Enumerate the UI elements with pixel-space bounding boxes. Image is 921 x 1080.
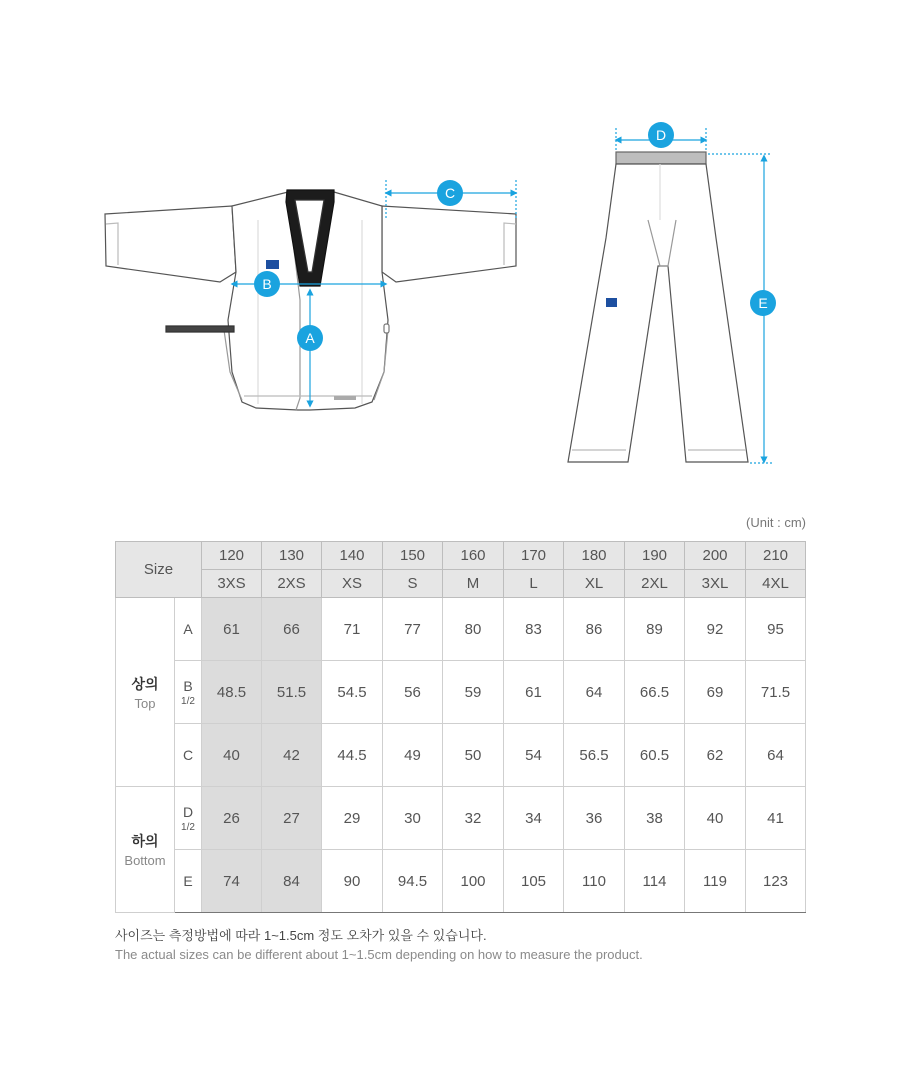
table-cell: 27 — [262, 787, 322, 850]
height-header: 210 — [746, 542, 806, 570]
table-cell: 110 — [564, 850, 625, 913]
table-cell: 40 — [685, 787, 746, 850]
table-cell: 56.5 — [564, 724, 625, 787]
table-row — [116, 661, 806, 724]
table-cell: 66.5 — [625, 661, 685, 724]
table-cell: 77 — [383, 598, 443, 661]
table-cell: 92 — [685, 598, 746, 661]
table-cell: 49 — [383, 724, 443, 787]
bottom-label-english: Bottom — [124, 853, 166, 868]
table-cell: 48.5 — [202, 661, 262, 724]
measure-half-note: 1/2 — [181, 821, 195, 833]
table-cell: 64 — [746, 724, 806, 787]
table-cell: 50 — [443, 724, 504, 787]
table-cell: 64 — [564, 661, 625, 724]
top-label-korean: 상의 — [131, 675, 159, 692]
table-cell: 105 — [504, 850, 564, 913]
table-cell: 94.5 — [383, 850, 443, 913]
measure-letter: C — [182, 747, 194, 763]
top-group-label — [116, 598, 175, 787]
size-code-header: 2XL — [625, 570, 685, 598]
measure-half-note: 1/2 — [181, 695, 195, 707]
measure-letter-cell — [175, 598, 202, 661]
size-code-header: 4XL — [746, 570, 806, 598]
size-table — [115, 541, 806, 913]
measure-letter: B — [183, 677, 193, 694]
table-cell: 40 — [202, 724, 262, 787]
pants-drawing — [568, 152, 748, 462]
unit-label: (Unit : cm) — [746, 515, 806, 530]
table-cell: 95 — [746, 598, 806, 661]
table-cell: 90 — [322, 850, 383, 913]
size-code-header: M — [443, 570, 504, 598]
measure-letter-cell — [175, 724, 202, 787]
table-cell: 32 — [443, 787, 504, 850]
garment-diagram — [0, 0, 921, 500]
top-label-english: Top — [134, 695, 156, 711]
table-row — [116, 598, 806, 661]
table-cell: 54.5 — [322, 661, 383, 724]
size-row — [116, 570, 806, 598]
table-cell: 60.5 — [625, 724, 685, 787]
height-header: 190 — [625, 542, 685, 570]
height-header: 120 — [202, 542, 262, 570]
table-cell: 51.5 — [262, 661, 322, 724]
table-cell: 119 — [685, 850, 746, 913]
table-cell: 36 — [564, 787, 625, 850]
table-cell: 71 — [322, 598, 383, 661]
measure-letter: D — [182, 803, 194, 820]
height-header: 130 — [262, 542, 322, 570]
table-cell: 29 — [322, 787, 383, 850]
size-code-header: S — [383, 570, 443, 598]
table-cell: 54 — [504, 724, 564, 787]
size-header: Size — [116, 542, 202, 598]
size-code-header: 3XL — [685, 570, 746, 598]
table-cell: 83 — [504, 598, 564, 661]
size-table-body — [116, 542, 806, 913]
table-row — [116, 724, 806, 787]
table-cell: 59 — [443, 661, 504, 724]
size-code-header: XS — [322, 570, 383, 598]
table-cell: 100 — [443, 850, 504, 913]
table-cell: 62 — [685, 724, 746, 787]
bottom-group-label — [116, 787, 175, 913]
note-korean: 사이즈는 측정방법에 따라 1~1.5cm 정도 오차가 있을 수 있습니다. — [115, 928, 487, 943]
height-row — [116, 542, 806, 570]
size-code-header: 3XS — [202, 570, 262, 598]
table-cell: 84 — [262, 850, 322, 913]
height-header: 140 — [322, 542, 383, 570]
measure-letter: E — [183, 873, 193, 889]
marker-e: E — [750, 290, 776, 316]
table-cell: 71.5 — [746, 661, 806, 724]
size-code-header: 2XS — [262, 570, 322, 598]
bottom-label-korean: 하의 — [131, 833, 159, 849]
table-cell: 26 — [202, 787, 262, 850]
height-header: 160 — [443, 542, 504, 570]
marker-d: D — [648, 122, 674, 148]
table-cell: 41 — [746, 787, 806, 850]
table-cell: 61 — [504, 661, 564, 724]
note-english: The actual sizes can be different about 1~1.5cm depending on how to measure the product. — [115, 947, 643, 962]
table-cell: 66 — [262, 598, 322, 661]
table-cell: 80 — [443, 598, 504, 661]
measure-letter-cell — [175, 787, 202, 850]
table-cell: 56 — [383, 661, 443, 724]
marker-a: A — [297, 325, 323, 351]
table-cell: 38 — [625, 787, 685, 850]
garment-illustration — [0, 0, 921, 500]
height-header: 180 — [564, 542, 625, 570]
table-cell: 89 — [625, 598, 685, 661]
measure-letter-cell — [175, 661, 202, 724]
measure-letter: A — [183, 621, 193, 637]
size-code-header: L — [504, 570, 564, 598]
table-cell: 61 — [202, 598, 262, 661]
marker-c: C — [437, 180, 463, 206]
height-header: 150 — [383, 542, 443, 570]
table-cell: 114 — [625, 850, 685, 913]
table-cell: 30 — [383, 787, 443, 850]
measure-letter-cell — [175, 850, 202, 913]
marker-b: B — [254, 271, 280, 297]
table-row — [116, 850, 806, 913]
table-cell: 69 — [685, 661, 746, 724]
height-header: 170 — [504, 542, 564, 570]
size-code-header: XL — [564, 570, 625, 598]
height-header: 200 — [685, 542, 746, 570]
table-cell: 86 — [564, 598, 625, 661]
table-cell: 123 — [746, 850, 806, 913]
table-cell: 42 — [262, 724, 322, 787]
table-row — [116, 787, 806, 850]
table-cell: 34 — [504, 787, 564, 850]
table-cell: 44.5 — [322, 724, 383, 787]
table-cell: 74 — [202, 850, 262, 913]
